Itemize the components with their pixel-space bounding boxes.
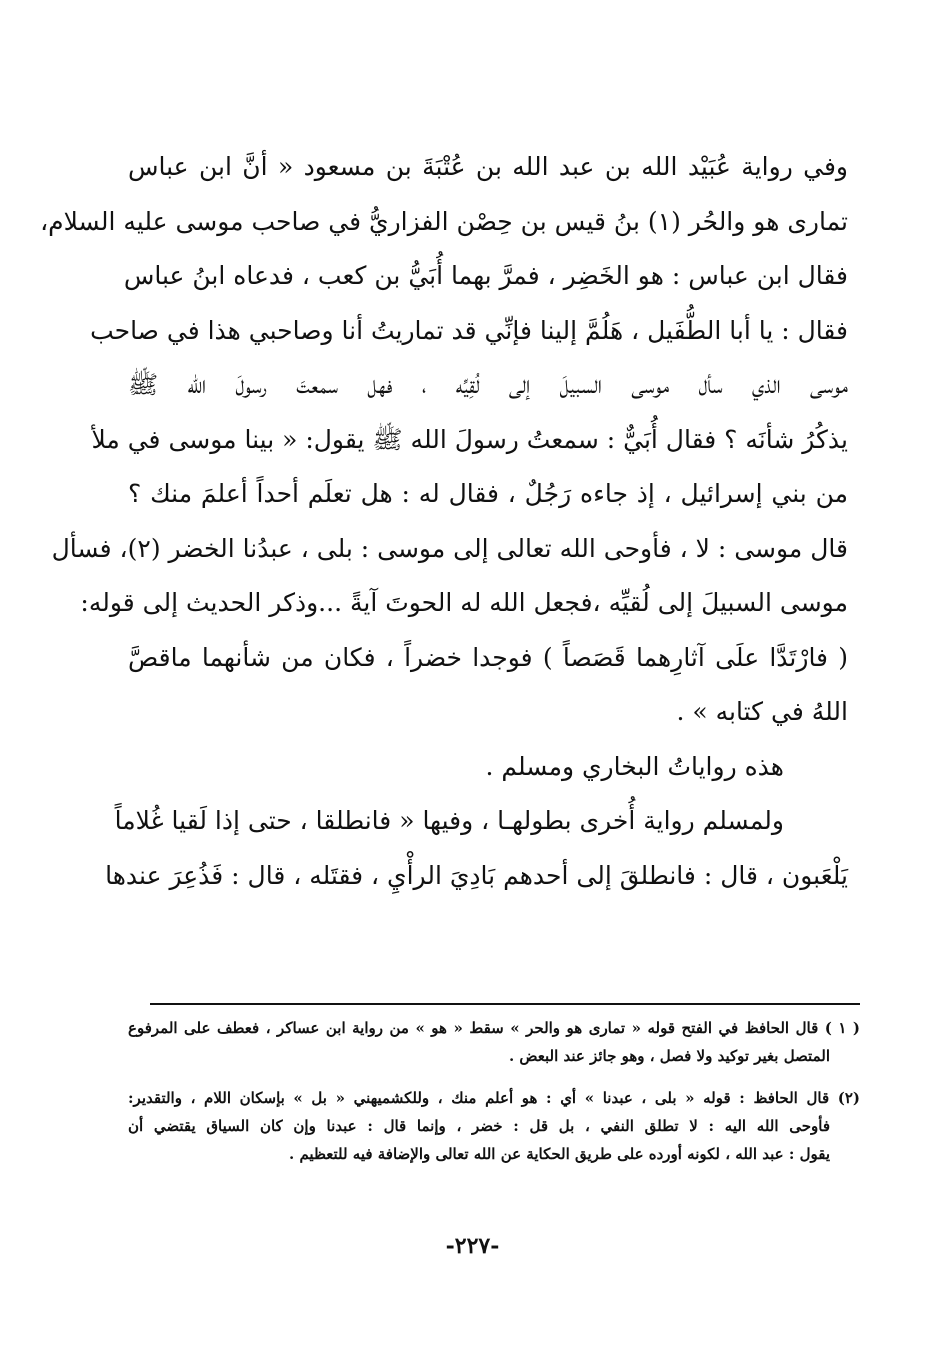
body-line: اللهُ في كتابه » .: [676, 697, 848, 726]
footnote-1-line: المتصل بغير توكيد ولا فصل ، وهو جائز عند البعض .: [508, 1047, 830, 1065]
page-number: -٢٢٧-: [445, 1233, 500, 1259]
body-line: وفي رواية عُبَيْد الله بن عبد الله بن عُتْبَةَ بن مسعود « أنَّ ابن عباس: [128, 152, 848, 181]
body-line: يذكُرُ شأنَه ؟ فقال أُبَيٌّ : سمعتُ رسولَ الله ﷺ يقول: « بينا موسى في ملأ: [91, 424, 848, 454]
footnote-spacer: [128, 1070, 860, 1084]
body-line: هذه رواياتُ البخاري ومسلم .: [485, 751, 784, 781]
body-line: ( فارْتَدَّا علَى آثارِهما قَصَصاً ) فوجدا خضراً ، فكان من شأنهما ماقصَّ: [128, 642, 848, 672]
footnote-1-line: ( ١ ) قال الحافظ في الفتح قوله « تمارى هو والحر » سقط « هو » من رواية ابن عساكر ، فعطف على المرفوع: [128, 1019, 861, 1037]
body-line: يَلْعَبون ، قال : فانطلقَ إلى أحدهم بَادِيَ الرأْيِ ، فقتَله ، قال : فَذُعِرَ عندها: [105, 860, 848, 890]
body-line: موسى الذي سأل موسى السبيلَ إلى لُقِيِّه ، فهل سمعتَ رسولَ الله ﷺ: [128, 370, 848, 399]
body-line: ولمسلم رواية أُخرى بطولهـا ، وفيها « فانطلقا ، حتى إذا لَقيا غُلاماً: [114, 806, 784, 835]
body-line: فقال ابن عباس : هو الخَضِر ، فمرَّ بهما أُبَيُّ بن كعب ، فدعاه ابنُ عباس: [123, 261, 848, 290]
footnote-2-line: يقول : عبد الله ، لكونه أورده على طريق الحكاية عن الله تعالى والإضافة فيه للتعظيم .: [289, 1145, 830, 1163]
body-line: فقال : يا أبا الطُّفَيل ، هَلُمَّ إلينا فإنِّي قد تماريتُ أنا وصاحبي هذا في صاحب: [90, 315, 848, 345]
body-line: موسى السبيلَ إلى لُقيِّه ،فجعل الله له الحوتَ آيةً ...وذكر الحديث إلى قوله:: [80, 588, 848, 617]
footnotes: [128, 1014, 860, 1168]
footnote-2-line: (٢) قال الحافظ : قوله « بلى ، عبدنا » أي : هو أعلم منك ، وللكشميهني « بل » بإسكان اللام ، والتقدير:: [128, 1089, 860, 1107]
body-line: من بني إسرائيل ، إذ جاءه رَجُلٌ ، فقال له : هل تعلَم أحداً أعلمَ منك ؟: [128, 479, 848, 508]
footnote-divider: [150, 1003, 860, 1005]
body-line: قال موسى : لا ، فأوحى الله تعالى إلى موسى : بلى ، عبدُنا الخضر (٢)، فسأل: [51, 533, 848, 563]
main-text-body: [40, 140, 848, 903]
body-line: تمارى هو والحُر (١) بنُ قيس بن حِصْن الفزاريُّ في صاحب موسى عليه السلام،: [40, 206, 848, 236]
footnote-2-line: فأوحى الله اليه : لا تطلق النفي ، بل قل : خضر ، وإنما قال : عبدنا وإن كان السياق يقتضي أن: [128, 1117, 830, 1135]
